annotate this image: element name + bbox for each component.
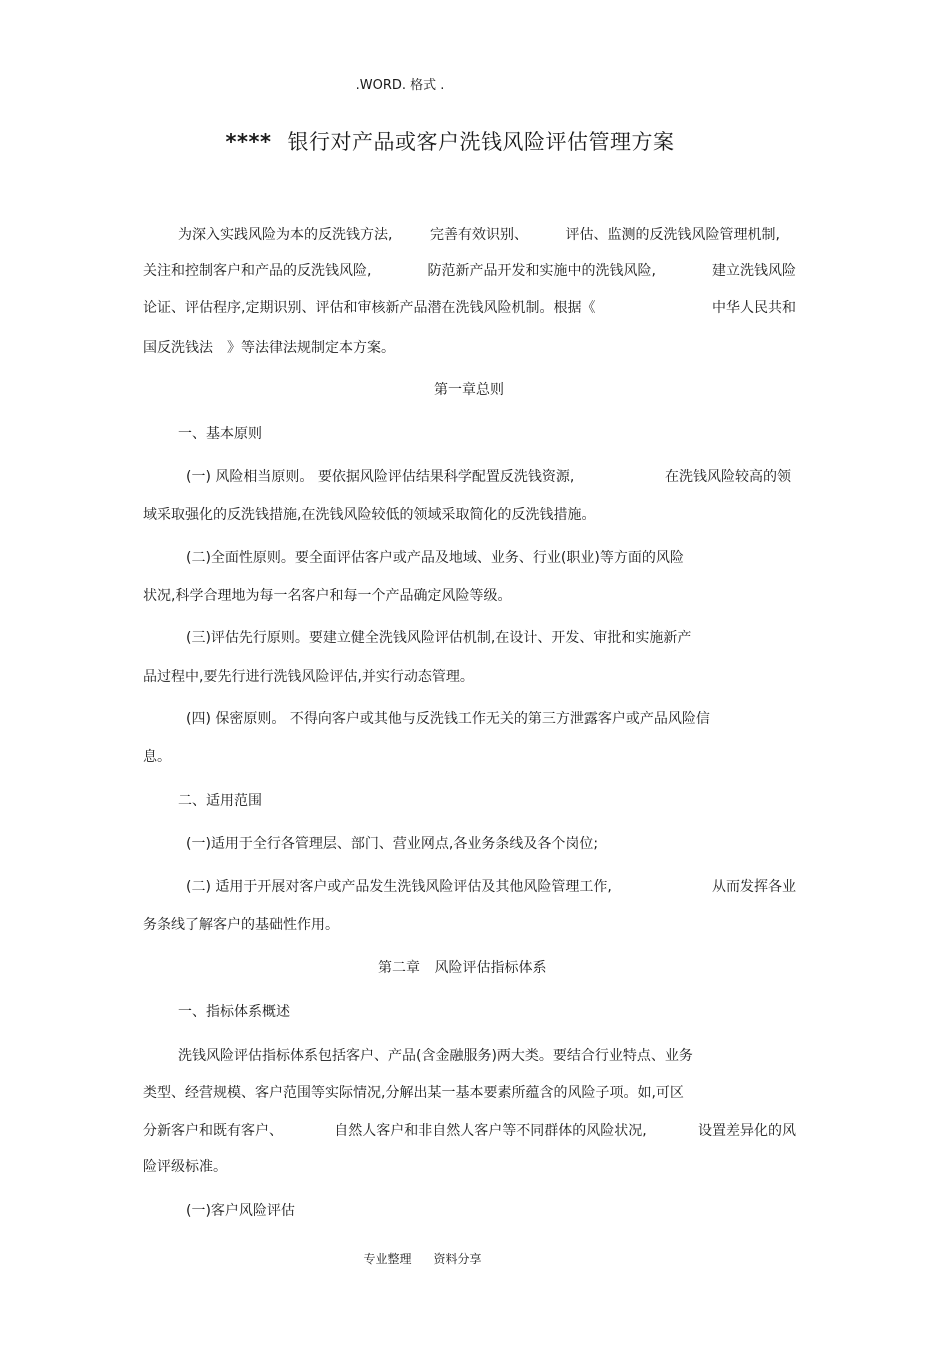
intro-text: 关注和控制客户和产品的反洗钱风险, <box>143 263 372 279</box>
intro-text: 国反洗钱法 <box>143 340 213 356</box>
section-customer-risk: (一)客户风险评估 <box>186 1203 295 1219</box>
principle-2-line-1: (二)全面性原则。要全面评估客户或产品及地域、业务、行业(职业)等方面的风险 <box>186 550 684 566</box>
overview-line-2: 类型、经营规模、客户范围等实际情况,分解出某一基本要素所蕴含的风险子项。如,可区 <box>143 1085 684 1101</box>
paragraph-text: (一) 风险相当原则。 要依据风险评估结果科学配置反洗钱资源, <box>186 469 575 485</box>
overview-line-4: 险评级标准。 <box>143 1159 227 1175</box>
intro-line-3 <box>143 298 796 318</box>
page-footer <box>0 1250 845 1267</box>
intro-line-2 <box>143 261 796 281</box>
section-indicator-overview: 一、指标体系概述 <box>178 1004 290 1020</box>
paragraph-text: 自然人客户和非自然人客户等不同群体的风险状况, <box>334 1123 647 1139</box>
title-stars: **** <box>225 130 272 154</box>
principle-4-line-2: 息。 <box>143 749 171 765</box>
intro-text: 评估、监测的反洗钱风险管理机制, <box>565 227 780 243</box>
intro-text: 为深入实践风险为本的反洗钱方法, <box>178 227 393 243</box>
intro-text: 防范新产品开发和实施中的洗钱风险, <box>427 263 656 279</box>
paragraph-text: 设置差异化的风 <box>697 1123 796 1139</box>
intro-line-1 <box>178 225 780 245</box>
overview-line-3 <box>143 1121 796 1141</box>
scope-2-line-1 <box>186 877 796 897</box>
scope-2-line-2: 务条线了解客户的基础性作用。 <box>143 917 339 933</box>
principle-1-line-2: 域采取强化的反洗钱措施,在洗钱风险较低的领域采取简化的反洗钱措施。 <box>143 507 596 523</box>
principle-2-line-2: 状况,科学合理地为每一名客户和每一个产品确定风险等级。 <box>143 588 512 604</box>
chapter-2-heading: 第二章 风险评估指标体系 <box>378 960 547 976</box>
scope-1: (一)适用于全行各管理层、部门、营业网点,各业务条线及各个岗位; <box>186 836 599 852</box>
overview-line-1: 洗钱风险评估指标体系包括客户、产品(含金融服务)两大类。要结合行业特点、业务 <box>178 1048 693 1064</box>
principle-1-line-1 <box>186 467 791 487</box>
principle-3-line-1: (三)评估先行原则。要建立健全洗钱风险评估机制,在设计、开发、审批和实施新产 <box>186 630 692 646</box>
intro-text: 》等法律法规制定本方案。 <box>227 340 395 356</box>
paragraph-text: (二) 适用于开展对客户或产品发生洗钱风险评估及其他风险管理工作, <box>186 879 612 895</box>
section-basic-principles: 一、基本原则 <box>178 426 262 442</box>
intro-text: 完善有效识别、 <box>430 227 528 243</box>
paragraph-text: 在洗钱风险较高的领 <box>665 469 791 485</box>
footer-left: 专业整理 <box>363 1252 412 1266</box>
intro-line-4 <box>143 338 395 358</box>
document-title <box>0 126 900 156</box>
paragraph-text: 分新客户和既有客户、 <box>143 1123 283 1139</box>
chapter-1-heading: 第一章总则 <box>434 382 504 398</box>
principle-4-line-1: (四) 保密原则。 不得向客户或其他与反洗钱工作无关的第三方泄露客户或产品风险信 <box>186 711 710 727</box>
intro-text: 中华人民共和 <box>712 300 796 316</box>
paragraph-text: 从而发挥各业 <box>712 879 796 895</box>
intro-text: 建立洗钱风险 <box>712 263 796 279</box>
section-scope: 二、适用范围 <box>178 793 262 809</box>
intro-text: 论证、评估程序,定期识别、评估和审核新产品潜在洗钱风险机制。根据《 <box>143 300 596 316</box>
title-text: 银行对产品或客户洗钱风险评估管理方案 <box>287 130 675 154</box>
principle-3-line-2: 品过程中,要先行进行洗钱风险评估,并实行动态管理。 <box>143 669 474 685</box>
header-mark: .WORD. 格式 . <box>355 78 445 93</box>
footer-right: 资料分享 <box>433 1252 482 1266</box>
